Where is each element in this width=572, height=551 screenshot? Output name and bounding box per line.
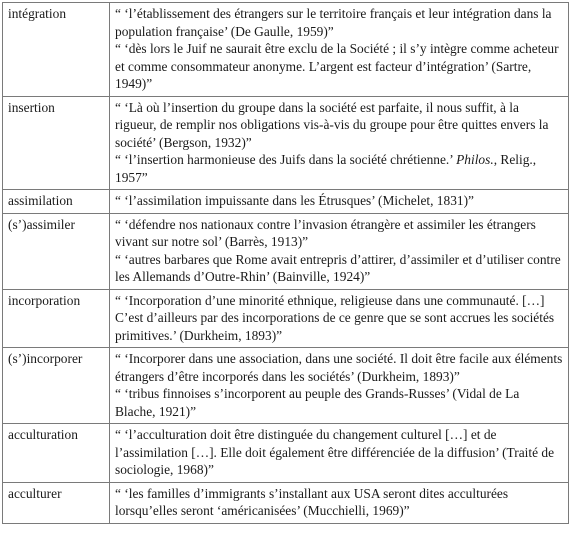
quotes-cell: [110, 213, 569, 289]
quotes-cell: [110, 482, 569, 523]
table-row: [3, 348, 569, 424]
table-row: [3, 190, 569, 214]
term-cell: intégration: [3, 3, 110, 97]
quotes-cell: [110, 289, 569, 348]
quote-text: “ ‘l’insertion harmonieuse des Juifs dans la société chrétienne.’: [115, 152, 457, 167]
term-cell: incorporation: [3, 289, 110, 348]
quote: [115, 151, 563, 186]
term-cell: acculturation: [3, 424, 110, 483]
quotes-cell: [110, 3, 569, 97]
quote: “ ‘les familles d’immigrants s’installant aux USA seront dites acculturées lorsqu’elles seront ‘américanisées’ (Mucchielli, 1969)”: [115, 485, 509, 518]
table-row: [3, 213, 569, 289]
term-cell: (s’)incorporer: [3, 348, 110, 424]
quotes-cell: [110, 190, 569, 214]
quotes-cell: [110, 424, 569, 483]
quote: “ ‘l’acculturation doit être distinguée du changement culturel […] et de l’assimilation […]. Elle doit également être différenciée de la diffusion’ (Traité de sociologie, 1968)”: [115, 427, 555, 477]
terms-table: [2, 2, 569, 524]
table-row: [3, 96, 569, 190]
quotes-cell: [110, 96, 569, 190]
quote: “ ‘Là où l’insertion du groupe dans la société est parfaite, il nous suffit, à la rigueur, de remplir nos obligations vis-à-vis du groupe pour être quittes envers la société’ (Bergson, 1932)”: [115, 99, 549, 150]
quote: “ ‘Incorporer dans une association, dans une société. Il doit être facile aux éléments étrangers d’être incorporés dans les sociétés’ (Durkheim, 1893)”: [115, 351, 563, 384]
table-row: [3, 482, 569, 523]
term-cell: acculturer: [3, 482, 110, 523]
quotes-cell: [110, 348, 569, 424]
quote: “ ‘Incorporation d’une minorité ethnique, religieuse dans une communauté. […] C’est d’ailleurs par des incorporations de ce genre que se sont accrues les sociétés primitives.’ (Durkheim, 1893)”: [115, 292, 555, 343]
quote-text: , Relig., 1957”: [115, 152, 537, 185]
quote-italic-source: Philos.: [456, 152, 494, 167]
table-row: [3, 3, 569, 97]
quote: “ ‘tribus finnoises s’incorporent au peuple des Grands-Russes’ (Vidal de La Blache, 1921)”: [115, 386, 520, 419]
quote: “ ‘l’établissement des étrangers sur le territoire français et leur intégration dans la population française’ (De Gaulle, 1959)”: [115, 6, 552, 39]
quote: “ ‘l’assimilation impuissante dans les Étrusques’ (Michelet, 1831)”: [115, 193, 474, 208]
table-row: [3, 289, 569, 348]
term-cell: (s’)assimiler: [3, 213, 110, 289]
quote: “ ‘autres barbares que Rome avait entrepris d’attirer, d’assimiler et d’utiliser contre les Allemands d’Outre-Rhin’ (Bainville, 1924)”: [115, 251, 561, 284]
quote: “ ‘défendre nos nationaux contre l’invasion étrangère et assimiler les étrangers vivant sur notre sol’ (Barrès, 1913)”: [115, 216, 536, 249]
term-cell: assimilation: [3, 190, 110, 214]
table-row: [3, 424, 569, 483]
quote: “ ‘dès lors le Juif ne saurait être exclu de la Société ; il s’y intègre comme acheteur et comme consommateur anonyme. L’argent est facteur d’intégration’ (Sartre, 1949)”: [115, 41, 559, 91]
term-cell: insertion: [3, 96, 110, 190]
